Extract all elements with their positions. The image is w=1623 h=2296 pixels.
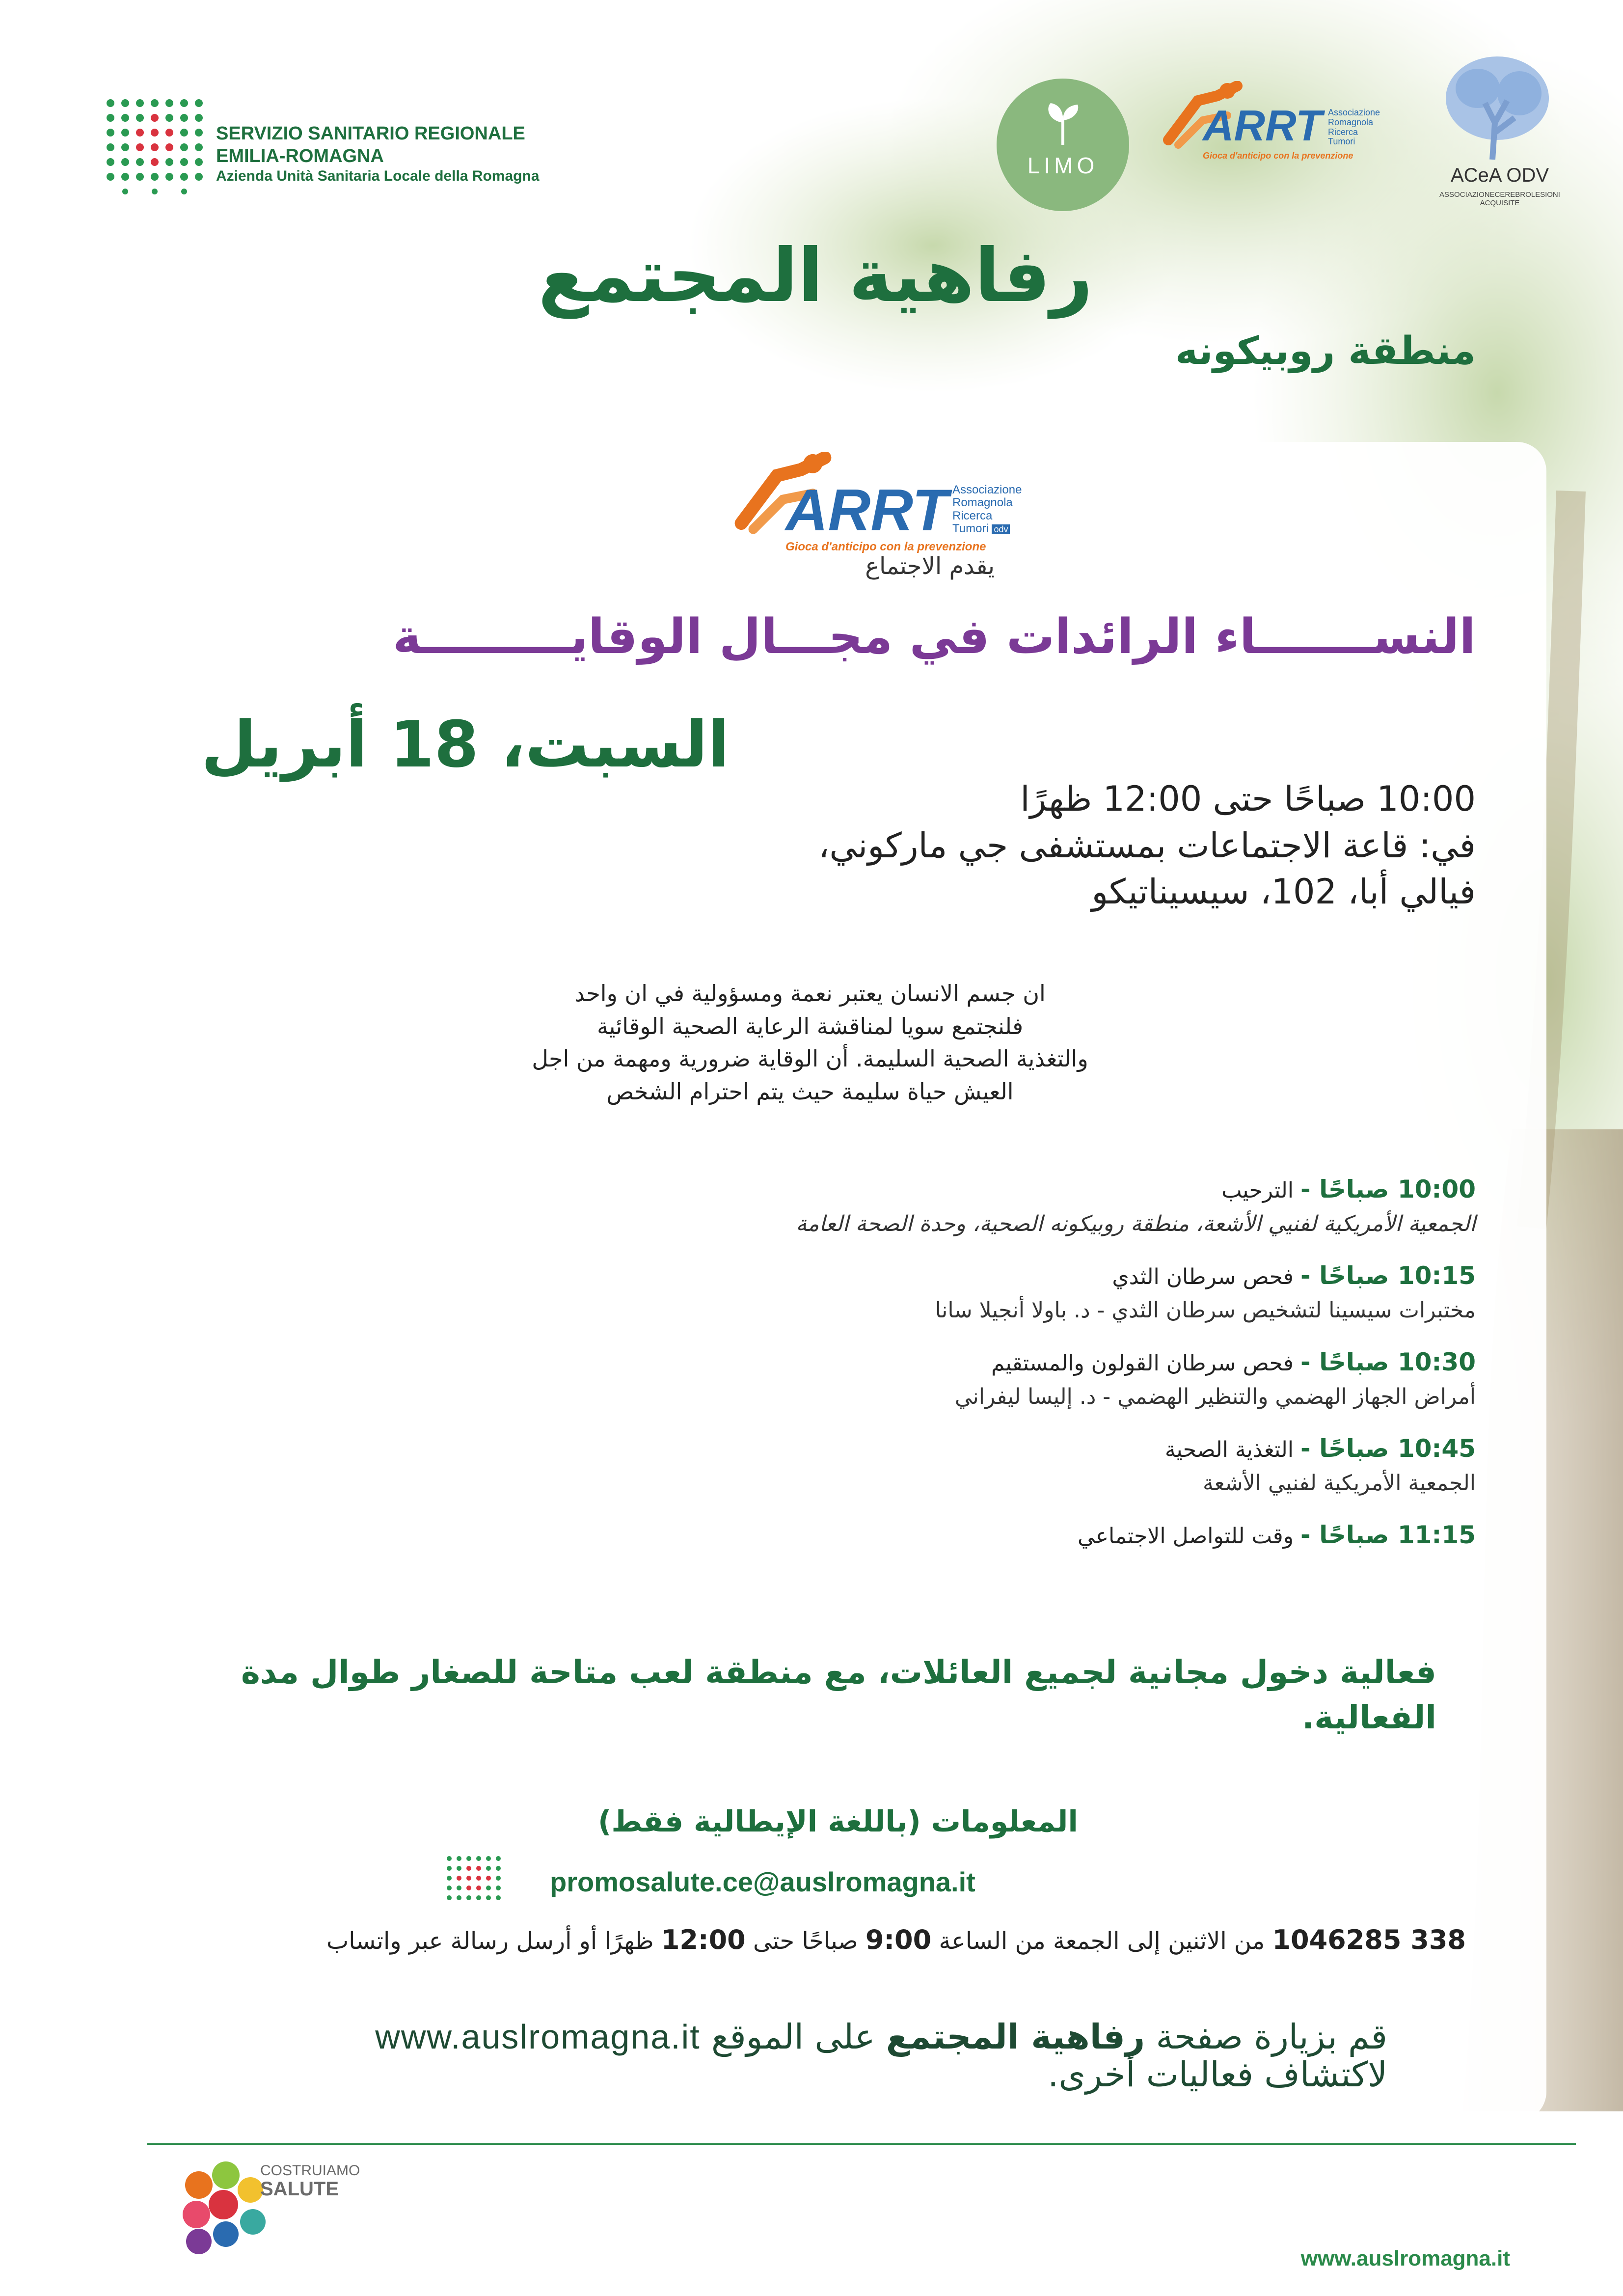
arrt-word: ARRT: [785, 477, 948, 543]
area-subtitle: منطقة روبيكونه: [1175, 329, 1476, 373]
phone-text-1: من الاثنين إلى الجمعة من الساعة: [939, 1927, 1265, 1955]
ssr-line3: Azienda Unità Sanitaria Locale della Romagna: [216, 168, 540, 185]
arrt-sub-3: Ricerca: [1328, 127, 1358, 137]
intro-line: ان جسم الانسان يعتبر نعمة ومسؤولية في ان واحد: [574, 980, 1046, 1007]
footer-divider: [147, 2143, 1576, 2145]
ssr-dot-grid-small-logo: [444, 1854, 503, 1908]
acea-subtitle: ASSOCIAZIONECEREBROLESIONI ACQUISITE: [1439, 191, 1560, 207]
site-text-mid: على الموقع: [711, 2017, 875, 2057]
sprout-icon: [1043, 101, 1082, 145]
site-text-line2: لاكتشاف فعاليات أخرى.: [1048, 2054, 1387, 2095]
ssr-dot-grid-logo: [103, 96, 216, 199]
cs-line1: COSTRUIAMO: [260, 2162, 360, 2179]
agenda-item: [298, 1171, 1476, 1240]
arrt-sub: [952, 484, 1022, 536]
presents-label: يقدم الاجتماع: [865, 552, 995, 580]
arrt-tagline: Gioca d'anticipo con la prevenzione: [1203, 151, 1353, 161]
ssr-line2: EMILIA-ROMAGNA: [216, 145, 384, 166]
arrt-sub-4: Tumori: [952, 522, 989, 536]
agenda-speaker: الجمعية الأمريكية لفنيي الأشعة: [1203, 1471, 1476, 1496]
phone-text-3: ظهرًا أو أرسل رسالة عبر واتساب: [326, 1927, 654, 1955]
agenda-desc: فحص سرطان الثدي: [1112, 1264, 1294, 1289]
agenda-time: 10:15 صباحًا -: [1300, 1261, 1476, 1290]
limo-logo: [997, 79, 1129, 211]
site-text-bold: رفاهية المجتمع: [886, 2017, 1145, 2057]
acea-name: ACeA ODV: [1450, 164, 1549, 186]
event-date: السبت، 18 أبريل: [201, 707, 730, 782]
agenda-speaker: أمراض الجهاز الهضمي والتنظير الهضمي - د. إليسا ليفراني: [954, 1384, 1476, 1409]
phone-hours-from: 9:00: [865, 1924, 932, 1955]
limo-label: LIMO: [1027, 153, 1099, 178]
intro-paragraph: [481, 977, 1139, 1108]
site-text-pre: قم بزيارة صفحة: [1156, 2017, 1387, 2057]
agenda-time: 10:30 صباحًا -: [1300, 1348, 1476, 1376]
time-location: [818, 776, 1476, 915]
arrt-sub-1: Associazione: [952, 483, 1022, 496]
costruiamo-salute-text: [260, 2163, 360, 2199]
arrt-tagline: Gioca d'anticipo con la prevenzione: [785, 540, 986, 553]
agenda-desc: فحص سرطان القولون والمستقيم: [991, 1351, 1294, 1376]
agenda-speaker: الجمعية الأمريكية لفنيي الأشعة، منطقة روبيكونه الصحية، وحدة الصحة العامة: [796, 1211, 1476, 1236]
agenda-desc: وقت للتواصل الاجتماعي: [1078, 1524, 1294, 1549]
agenda-desc: التغذية الصحية: [1164, 1437, 1294, 1462]
footer-url-link[interactable]: www.auslromagna.it: [1300, 2246, 1510, 2270]
arrt-word: ARRT: [1203, 101, 1322, 150]
agenda-item: [298, 1257, 1476, 1327]
info-title: المعلومات (باللغة الإيطالية فقط): [598, 1804, 1078, 1839]
free-entry-note: فعالية دخول مجانية لجميع العائلات، مع منطقة لعب متاحة للصغار طوال مدة الفعالية.: [241, 1653, 1436, 1737]
arrt-sub-3: Ricerca: [952, 509, 993, 522]
phone-hours-to: 12:00: [661, 1924, 746, 1955]
email-link[interactable]: promosalute.ce@auslromagna.it: [550, 1866, 975, 1897]
cs-line2: SALUTE: [260, 2178, 339, 2200]
arrt-sub-4: Tumori: [1328, 137, 1355, 147]
time-line: 10:00 صباحًا حتى 12:00 ظهرًا: [1020, 779, 1476, 819]
intro-line: العيش حياة سليمة حيث يتم احترام الشخص: [606, 1078, 1014, 1105]
phone-number[interactable]: 338 1046285: [1272, 1924, 1466, 1955]
arrt-sub-1: Associazione: [1328, 108, 1380, 117]
agenda-time: 11:15 صباحًا -: [1300, 1521, 1476, 1549]
intro-line: فلنجتمع سويا لمناقشة الرعاية الصحية الوقائية: [596, 1012, 1024, 1039]
arrt-odv-badge: odv: [992, 524, 1010, 534]
agenda-item: [298, 1430, 1476, 1500]
arrt-sub-2: Romagnola: [1328, 117, 1374, 127]
location-line: في: قاعة الاجتماعات بمستشفى جي ماركوني،: [818, 825, 1476, 866]
agenda-speaker: مختبرات سيسينا لتشخيص سرطان الثدي - د. باولا أنجيلا سانا: [935, 1298, 1476, 1323]
arrt-logo-header: [1159, 81, 1384, 169]
ssr-line1: SERVIZIO SANITARIO REGIONALE: [216, 123, 525, 144]
intro-line: والتغذية الصحية السليمة. أن الوقاية ضرورية ومهمة من اجل: [532, 1045, 1088, 1072]
phone-info: [189, 1917, 1466, 1963]
page-title: رفاهية المجتمع: [538, 233, 1093, 319]
agenda-desc: الترحيب: [1221, 1178, 1294, 1203]
address-line: فيالي أبا، 102، سيسيناتيكو: [1091, 872, 1476, 912]
agenda-item: [298, 1517, 1476, 1554]
event-headline: النســـــــاء الرائدات في مجـــال الوقايـــــــــة: [393, 609, 1476, 665]
phone-text-2: صباحًا حتى: [753, 1927, 858, 1955]
website-invite: [111, 2018, 1387, 2094]
site-url-link[interactable]: www.auslromagna.it: [375, 2018, 701, 2056]
arrt-sub-2: Romagnola: [952, 496, 1013, 510]
ssr-logo-text: [216, 123, 540, 185]
agenda: [298, 1171, 1476, 1571]
agenda-time: 10:45 صباحًا -: [1300, 1434, 1476, 1463]
agenda-time: 10:00 صباحًا -: [1300, 1175, 1476, 1203]
arrt-logo-main: [727, 452, 1031, 555]
arrt-sub: [1328, 108, 1380, 147]
agenda-item: [298, 1344, 1476, 1413]
acea-tree-logo: [1441, 54, 1554, 162]
